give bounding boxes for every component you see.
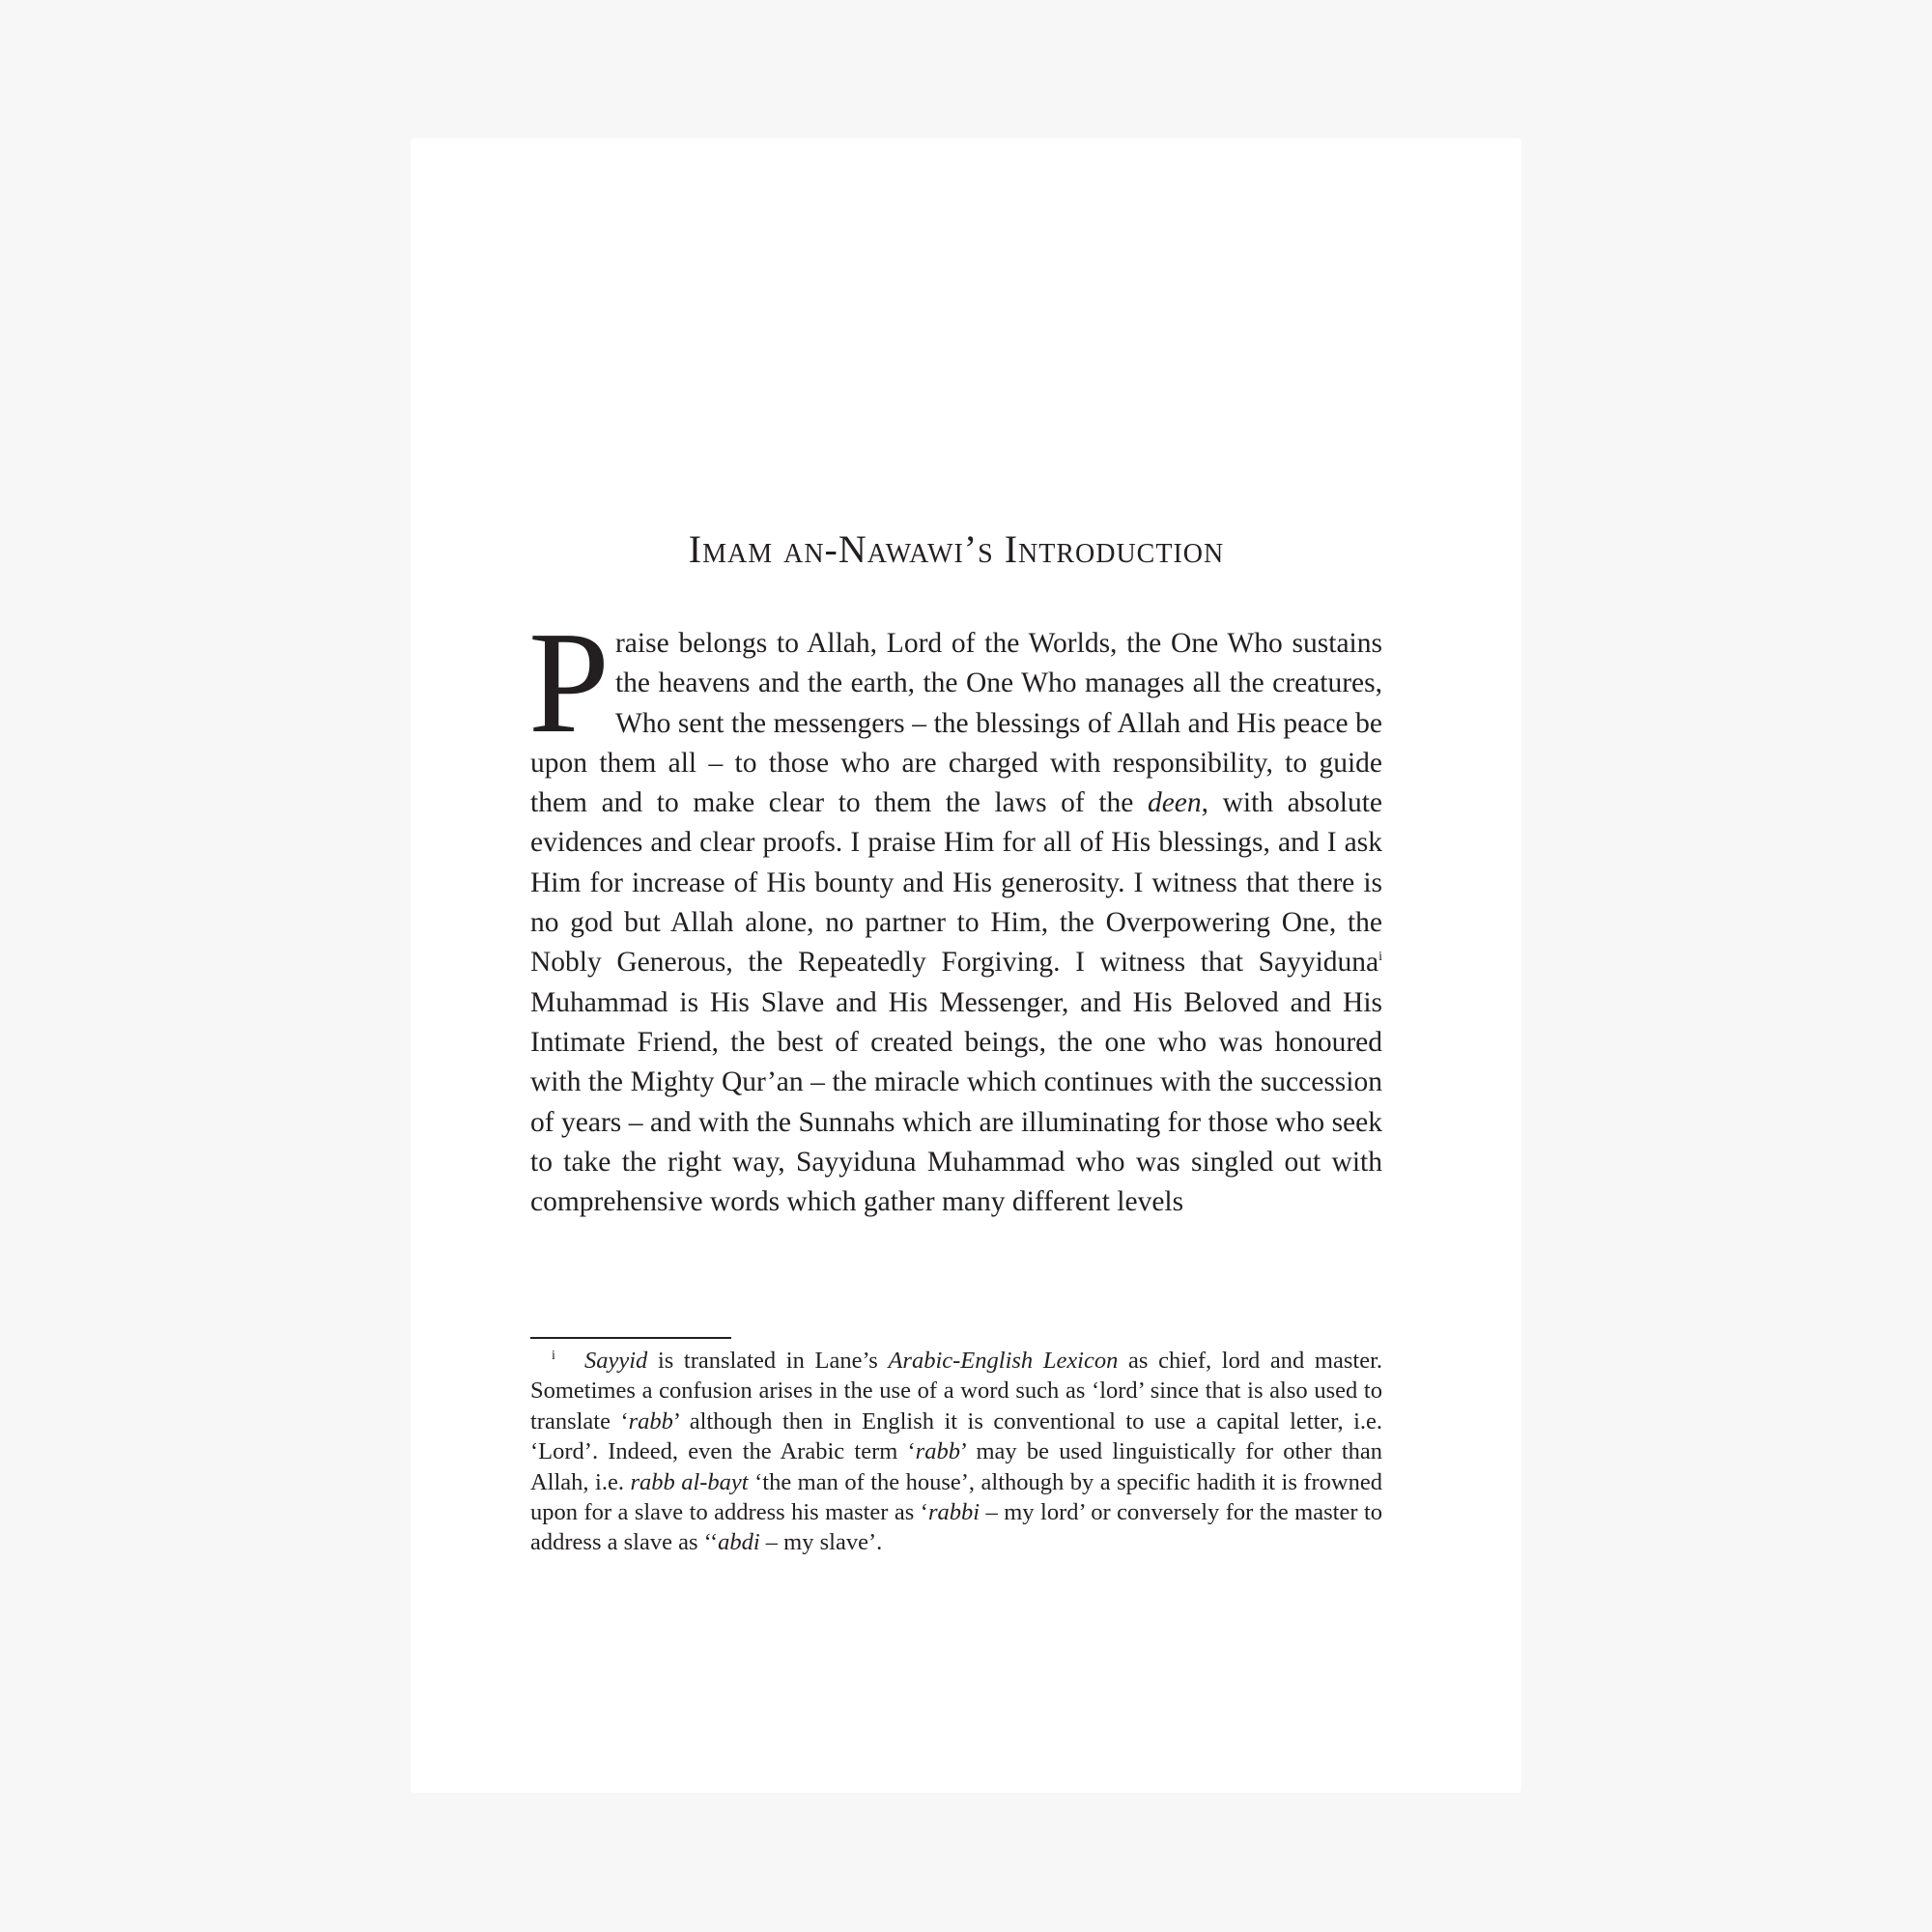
- footnote-text: ‘the man of the house’, although by a specific hadith it is frowned upon for a slave to address his master as ‘: [530, 1468, 1382, 1526]
- footnote-reference: i: [1378, 950, 1382, 965]
- footnote-text: is translated in Lane’s: [647, 1348, 889, 1374]
- footnote-text: abdi: [718, 1529, 760, 1556]
- chapter-title: Imam an-Nawawi’s Introduction: [688, 527, 1225, 571]
- footnote-text: as chief, lord and master. Sometimes a confusion arises in the use of a word such as ‘lord’ since that is also used to translate ‘: [530, 1348, 1382, 1435]
- body-text-2: , with absolute evidences and clear proofs. I praise Him for all of His blessings, and I ask Him for increase of His bounty and His generosity. I witness that there is no god but Allah alone, no partner to Him, the Overpowering One, the Nobly Generous, the Repeatedly Forgiving. I witness that Sayyiduna: [530, 787, 1382, 979]
- footnote-text: Arabic-English Lexicon: [888, 1348, 1119, 1374]
- footnote-divider: [530, 1337, 731, 1339]
- body-text-italic: deen: [1147, 787, 1202, 819]
- drop-cap: P: [528, 601, 610, 763]
- footnote-text: rabb al-bayt: [630, 1468, 749, 1495]
- footnote-marker: i: [552, 1349, 555, 1363]
- footnote-text: – my lord’ or conversely for the master to address a slave as ‘‘: [530, 1499, 1382, 1556]
- footnote-text: ’ may be used linguistically for other than Allah, i.e.: [530, 1438, 1382, 1495]
- footnote-text: – my slave’.: [759, 1529, 883, 1556]
- footnote-text: rabb: [915, 1438, 960, 1465]
- footnote: [530, 1346, 1382, 1558]
- body-text-3: Muhammad is His Slave and His Messenger, and His Beloved and His Intimate Friend, the best of created beings, the one who was honoured with the Mighty Qur’an – the miracle which continues with the succession of years – and with the Sunnahs which are illuminating for those who seek to take the right way, Sayyiduna Muhammad who was singled out with comprehensive words which gather many different levels: [530, 986, 1382, 1218]
- footnote-text: Sayyid: [584, 1348, 648, 1374]
- footnote-text: rabb: [628, 1407, 673, 1435]
- footnote-text: rabbi: [927, 1499, 980, 1526]
- footnote-text: ’ although then in English it is conventional to use a capital letter, i.e. ‘Lord’. Indeed, even the Arabic term ‘: [530, 1407, 1382, 1465]
- book-page: [411, 138, 1521, 1793]
- body-paragraph: [528, 601, 1382, 1222]
- body-text-1: raise belongs to Allah, Lord of the Worlds, the One Who sustains the heavens and the earth, the One Who manages all the creatures, Who sent the messengers – the blessings of Allah and His peace be upon them all – to those who are charged with responsibility, to guide them and to make clear to them the laws of the: [530, 628, 1382, 819]
